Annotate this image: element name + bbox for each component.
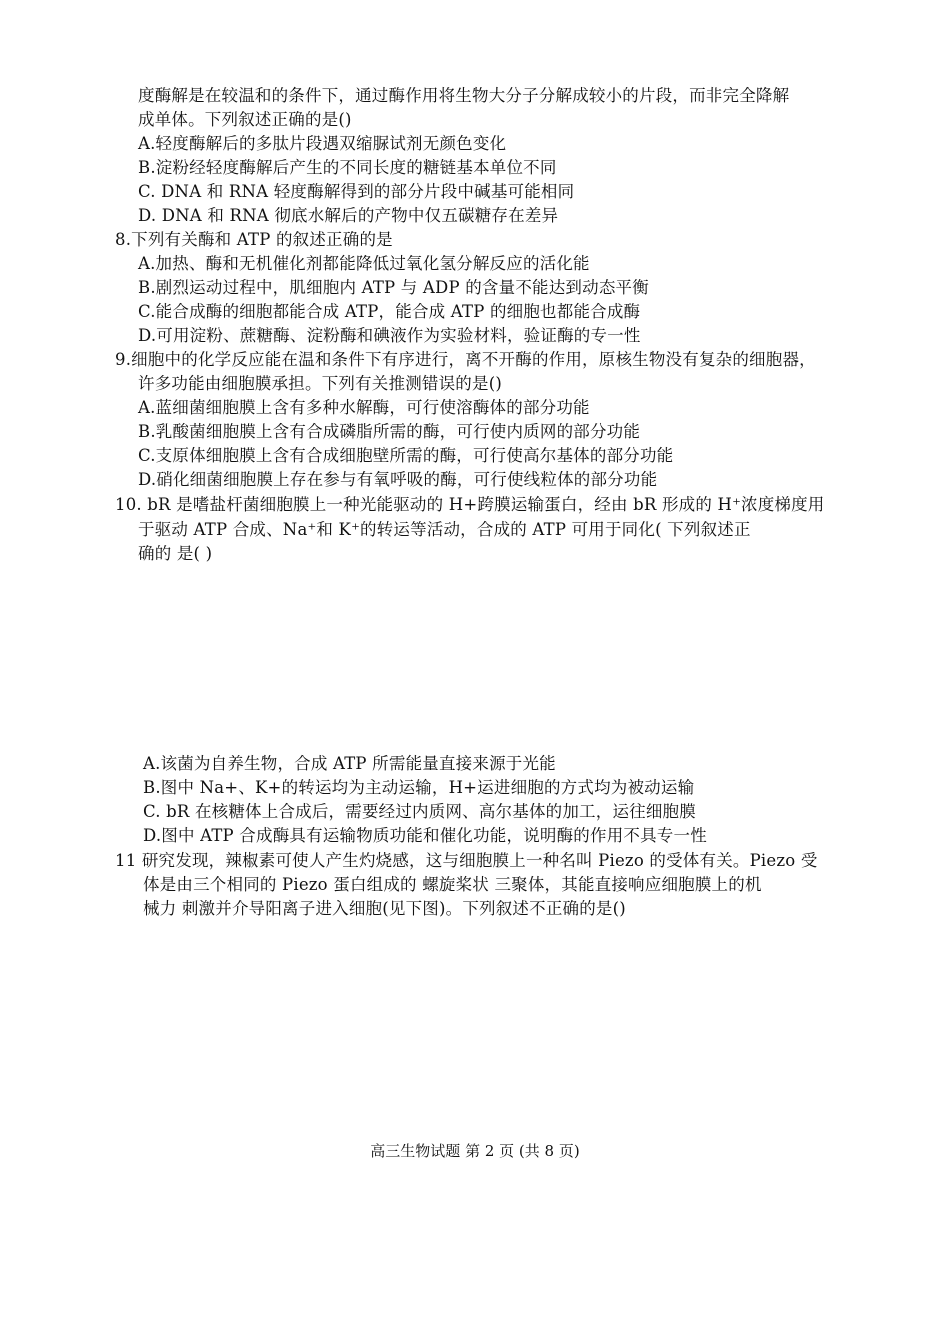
q10-option-d: D.图中 ATP 合成酶具有运输物质功能和催化功能，说明酶的作用不具专一性 xyxy=(143,826,707,845)
q10-stem-line3: 确的 是( ) xyxy=(138,544,213,563)
q9-option-c: C.支原体细胞膜上含有合成细胞壁所需的酶，可行使高尔基体的部分功能 xyxy=(138,446,674,465)
q10-option-a: A.该菌为自养生物，合成 ATP 所需能量直接来源于光能 xyxy=(143,754,556,773)
q11-stem-line3: 械力 刺激并介导阳离子进入细胞(见下图)。下列叙述不正确的是() xyxy=(143,899,626,918)
q9-option-b: B.乳酸菌细胞膜上含有合成磷脂所需的酶，可行使内质网的部分功能 xyxy=(138,422,641,441)
q10-stem-line2: 于驱动 ATP 合成、Na⁺和 K⁺的转运等活动，合成的 ATP 可用于同化( 下列叙述正 xyxy=(138,520,751,539)
q7-stem-line2: 成单体。下列叙述正确的是() xyxy=(138,110,352,129)
q8-option-c: C.能合成酶的细胞都能合成 ATP，能合成 ATP 的细胞也都能合成酶 xyxy=(138,302,641,321)
q10-stem-line1: 10. bR 是嗜盐杆菌细胞膜上一种光能驱动的 H+跨膜运输蛋白，经由 bR 形成的 H⁺浓度梯度用 xyxy=(115,495,825,514)
q9-option-d: D.硝化细菌细胞膜上存在参与有氧呼吸的酶，可行使线粒体的部分功能 xyxy=(138,470,658,489)
q8-option-a: A.加热、酶和无机催化剂都能降低过氧化氢分解反应的活化能 xyxy=(138,254,590,273)
q8-stem: 8.下列有关酶和 ATP 的叙述正确的是 xyxy=(115,230,393,249)
q7-option-c: C. DNA 和 RNA 轻度酶解得到的部分片段中碱基可能相同 xyxy=(138,182,575,201)
q8-option-d: D.可用淀粉、蔗糖酶、淀粉酶和碘液作为实验材料，验证酶的专一性 xyxy=(138,326,641,345)
q10-option-b: B.图中 Na+、K+的转运均为主动运输，H+运进细胞的方式均为被动运输 xyxy=(143,778,695,797)
q11-stem-line2: 体是由三个相同的 Piezo 蛋白组成的 螺旋桨状 三聚体，其能直接响应细胞膜上的机 xyxy=(143,875,762,894)
q7-option-b: B.淀粉经轻度酶解后产生的不同长度的糖链基本单位不同 xyxy=(138,158,557,177)
q11-stem-line1: 11 研究发现，辣椒素可使人产生灼烧感，这与细胞膜上一种名叫 Piezo 的受体有关。Piezo 受 xyxy=(115,851,818,870)
q9-stem-line1: 9.细胞中的化学反应能在温和条件下有序进行，离不开酶的作用，原核生物没有复杂的细胞器， xyxy=(115,350,816,369)
q10-figure-blank xyxy=(138,570,818,745)
q8-option-b: B.剧烈运动过程中，肌细胞内 ATP 与 ADP 的含量不能达到动态平衡 xyxy=(138,278,649,297)
q7-option-a: A.轻度酶解后的多肽片段遇双缩脲试剂无颜色变化 xyxy=(138,134,507,153)
q7-option-d: D. DNA 和 RNA 彻底水解后的产物中仅五碳糖存在差异 xyxy=(138,206,559,225)
q7-stem-line1: 度酶解是在较温和的条件下，通过酶作用将生物大分子分解成较小的片段，而非完全降解 xyxy=(138,86,790,105)
q10-option-c: C. bR 在核糖体上合成后，需要经过内质网、高尔基体的加工，运往细胞膜 xyxy=(143,802,696,821)
q9-stem-line2: 许多功能由细胞膜承担。下列有关推测错误的是() xyxy=(138,374,502,393)
q11-figure-blank xyxy=(143,925,823,1115)
q9-option-a: A.蓝细菌细胞膜上含有多种水解酶，可行使溶酶体的部分功能 xyxy=(138,398,590,417)
page-footer: 高三生物试题 第 2 页 (共 8 页) xyxy=(370,1142,580,1160)
